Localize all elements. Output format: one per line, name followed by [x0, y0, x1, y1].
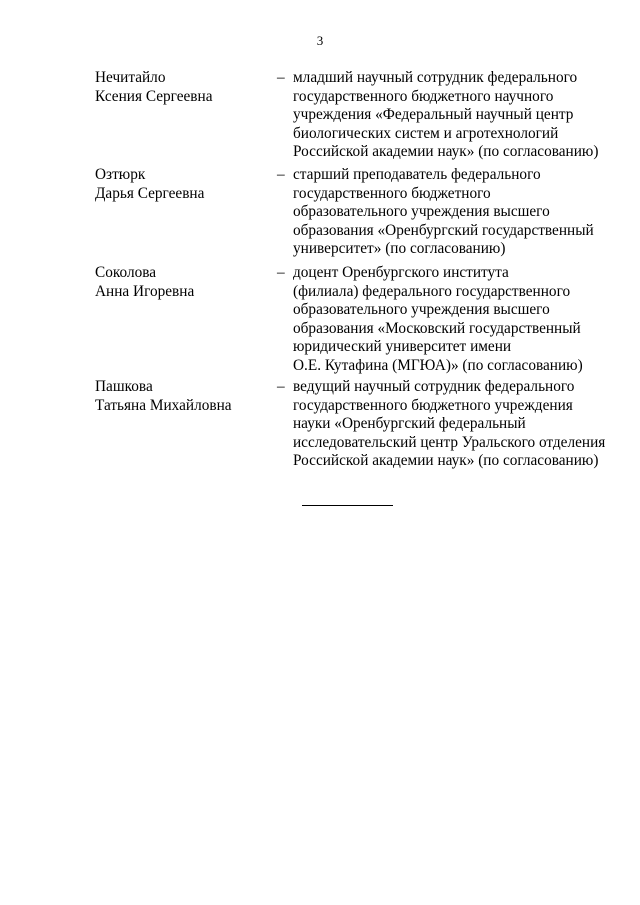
- dash-separator: –: [277, 69, 285, 86]
- position-line: Российской академии наук» (по согласованию): [293, 452, 599, 470]
- position-line: доцент Оренбургского института: [293, 264, 509, 281]
- member-given-names: Татьяна Михайловна: [95, 396, 232, 414]
- member-surname: Пашкова: [95, 378, 153, 395]
- position-line: старший преподаватель федерального: [293, 166, 541, 183]
- position-line: образования «Московский государственный: [293, 319, 581, 337]
- position-line: государственного бюджетного учреждения: [293, 396, 573, 414]
- page-number: 3: [316, 33, 324, 48]
- position-line: университет» (по согласованию): [293, 240, 506, 258]
- position-line: государственного бюджетного научного: [293, 87, 554, 105]
- member-name: [95, 378, 265, 415]
- position-line: науки «Оренбургский федеральный: [293, 415, 526, 433]
- member-given-names: Дарья Сергеевна: [95, 184, 205, 202]
- member-name: [95, 264, 265, 301]
- position-line: образования «Оренбургский государственный: [293, 221, 594, 239]
- position-line: исследовательский центр Уральского отделения: [293, 433, 606, 451]
- dash-separator: –: [277, 264, 285, 281]
- position-line: образовательного учреждения высшего: [293, 301, 550, 319]
- position-line: (филиала) федерального государственного: [293, 282, 571, 300]
- member-name: [95, 69, 265, 106]
- member-position: [293, 264, 613, 376]
- member-given-names: Ксения Сергеевна: [95, 87, 213, 105]
- dash-separator: –: [277, 166, 285, 183]
- member-position: [293, 166, 613, 259]
- position-line: биологических систем и агротехнологий: [293, 124, 559, 142]
- position-line: учреждения «Федеральный научный центр: [293, 106, 574, 124]
- end-divider: [302, 505, 393, 506]
- position-line: Российской академии наук» (по согласованию): [293, 143, 599, 161]
- position-line: юридический университет имени: [293, 338, 512, 356]
- member-name: [95, 166, 265, 203]
- position-line: ведущий научный сотрудник федерального: [293, 378, 575, 395]
- member-surname: Озтюрк: [95, 166, 146, 183]
- member-surname: Соколова: [95, 264, 157, 281]
- position-line: младший научный сотрудник федерального: [293, 69, 578, 86]
- position-line: государственного бюджетного: [293, 184, 491, 202]
- member-position: [293, 378, 613, 471]
- position-line: образовательного учреждения высшего: [293, 203, 550, 221]
- member-position: [293, 69, 613, 162]
- member-surname: Нечитайло: [95, 69, 166, 86]
- member-given-names: Анна Игоревна: [95, 282, 195, 300]
- position-line: О.Е. Кутафина (МГЮА)» (по согласованию): [293, 356, 583, 374]
- dash-separator: –: [277, 378, 285, 395]
